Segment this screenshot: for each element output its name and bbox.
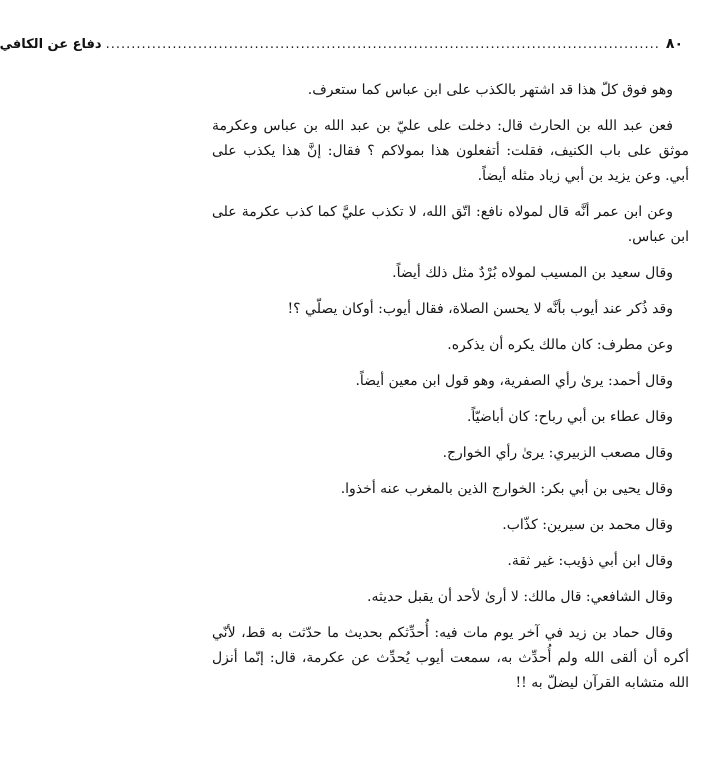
- paragraph: وعن مطرف: كان مالك يكره أن يذكره.: [447, 337, 673, 353]
- paragraph: وهو فوق كلّ هذا قد اشتهر بالكذب على ابن عباس كما ستعرف.: [307, 82, 673, 98]
- text-body: [212, 78, 689, 707]
- paragraph: وقال يحيى بن أبي بكر: الخوارج الذين بالمغرب عنه أخذوا.: [340, 481, 673, 497]
- paragraph: وقال مصعب الزبيري: يرىٰ رأي الخوارج.: [442, 445, 673, 461]
- paragraph: وقال حماد بن زيد في آخر يوم مات فيه: أُحدِّثكم بحديث ما حدّثت به قط، لأنّي أكره أن ألقى الله ولم أُحدِّث به، سمعت أيوب يُحدِّث عن عكرمة، قال: إنّما أنزل الله متشابه القرآن ليضلّ به !!: [212, 625, 689, 691]
- paragraph: وعن ابن عمر أنَّه قال لمولاه نافع: اتّق الله، لا تكذب عليَّ كما كذب عكرمة على ابن عباس.: [212, 204, 689, 245]
- page-number: ٨٠: [665, 36, 683, 52]
- paragraph: وقال ابن أبي ذؤيب: غير ثقة.: [507, 553, 673, 569]
- paragraph: وقال سعيد بن المسيب لمولاه بُرْدٌ مثل ذلك أيضاً.: [392, 265, 673, 281]
- book-title: دفاع عن الكافي: [0, 37, 102, 52]
- paragraph: فعن عبد الله بن الحارث قال: دخلت على عليّ بن عبد الله بن عباس وعكرمة موثق على باب الكنيف، فقلت: أتفعلون هذا بمولاكم ؟ فقال: إنَّ هذا يكذب على أبي. وعن يزيد بن أبي زياد مثله أيضاً.: [212, 118, 689, 184]
- paragraph: وقال عطاء بن أبي رباح: كان أباضيّاً.: [466, 409, 673, 425]
- header-leader-dots: ............................................................................................................: [105, 37, 660, 52]
- paragraph: وقال الشافعي: قال مالك: لا أرىٰ لأحد أن يقبل حديثه.: [367, 589, 673, 605]
- paragraph: وقال أحمد: يرىٰ رأي الصفرية، وهو قول ابن معين أيضاً.: [355, 373, 673, 389]
- running-header: [0, 36, 683, 56]
- paragraph: وقد ذُكر عند أيوب بأنَّه لا يحسن الصلاة، فقال أيوب: أوكان يصلّي ؟!: [287, 301, 673, 317]
- paragraph: وقال محمد بن سيرين: كذّاب.: [502, 517, 673, 533]
